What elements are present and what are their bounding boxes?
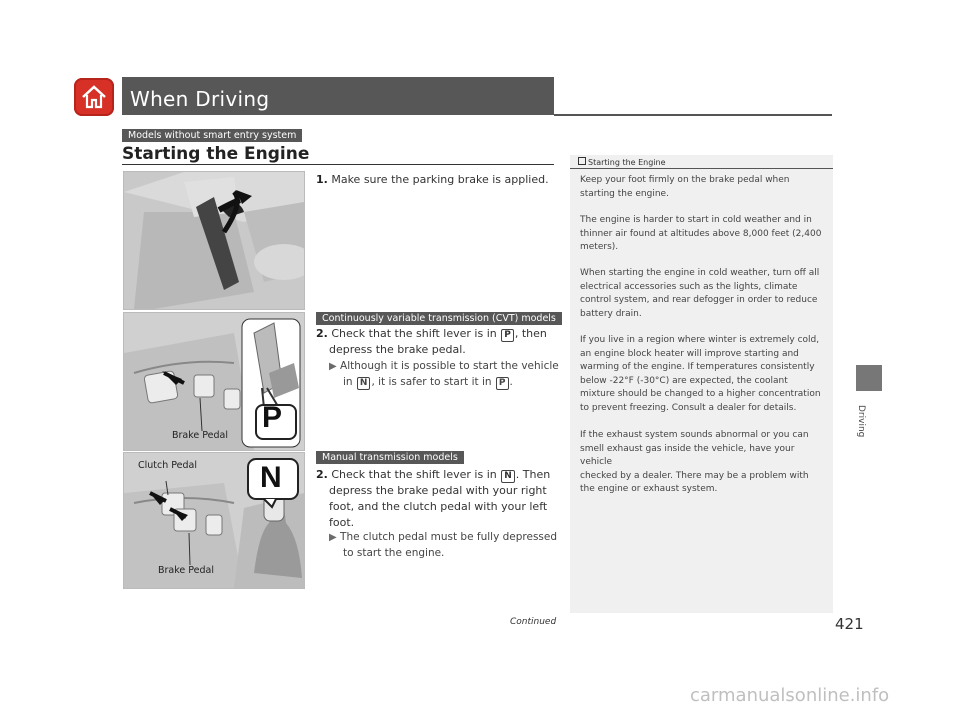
step-2-manual-text-a: Check that the shift lever is in [331, 468, 497, 481]
side-note-paragraph-1 [580, 174, 825, 201]
figure-letter-p: P [262, 401, 283, 434]
page-number: 421 [835, 615, 864, 633]
tag-models-without-smart-entry: Models without smart entry system [122, 129, 302, 142]
p3-line: control system, and rear defogger in order to reduce [580, 295, 818, 305]
p3-line: When starting the engine in cold weather, turn off all [580, 268, 820, 278]
step-2-cvt [316, 326, 547, 342]
p4-line: If you live in a region where winter is extremely cold, [580, 335, 820, 345]
p4-line: below -22°F (-30°C) are expected, the coolant [580, 375, 788, 386]
step-2-manual-number: 2. [316, 468, 328, 481]
side-note-title-text: Starting the Engine [588, 158, 666, 167]
step-2-manual-line-4: foot. [329, 516, 355, 529]
step-2-manual-note-text: The clutch pedal must be fully depressed [340, 531, 558, 543]
brake-pedal-label: Brake Pedal [158, 565, 214, 576]
key-n: N [357, 377, 371, 390]
side-note-paragraph-4 [580, 334, 825, 415]
p4-line: to prevent freezing. Consult a dealer for details. [580, 402, 797, 413]
section-divider [122, 164, 554, 165]
side-note-paragraph-5 [580, 429, 825, 497]
step-2-text-a: Check that the shift lever is in [331, 327, 497, 340]
p1-line: starting the engine. [580, 188, 669, 199]
side-note-paragraph-3 [580, 267, 825, 321]
watermark: carmanualsonline.info [690, 685, 890, 706]
step-2-manual-line-3: foot, and the clutch pedal with your left [329, 500, 548, 513]
chapter-tab[interactable] [856, 365, 882, 391]
header-divider [554, 114, 832, 116]
step-2-manual [316, 467, 550, 483]
p5-line: smell exhaust gas inside the vehicle, have your vehicle [580, 443, 795, 467]
step-2-number: 2. [316, 327, 328, 340]
p4-line: an engine block heater will improve starting and [580, 348, 799, 359]
step-2-line-2: depress the brake pedal. [329, 343, 466, 356]
key-p: P [496, 377, 509, 390]
p4-line: mixture should be changed to a higher concentration [580, 389, 821, 399]
p2-line: meters). [580, 242, 619, 252]
side-note-divider [570, 168, 833, 169]
brake-pedal-label: Brake Pedal [172, 430, 228, 441]
chapter-tab-label: Driving [856, 405, 866, 438]
clutch-pedal-label: Clutch Pedal [138, 460, 198, 471]
manual-figure [123, 452, 305, 589]
step-2-manual-note-line-1 [329, 530, 557, 545]
note-text-a: in [343, 376, 353, 388]
step-1-number: 1. [316, 173, 328, 186]
p5-line: If the exhaust system sounds abnormal or you can [580, 430, 809, 440]
p2-line: thinner air found at altitudes above 8,000 feet (2,400 [580, 228, 822, 239]
note-text-c: . [509, 376, 513, 388]
tag-manual: Manual transmission models [316, 451, 464, 464]
p2-line: The engine is harder to start in cold weather and in [580, 215, 812, 225]
p3-line: battery drain. [580, 308, 642, 319]
step-2-manual-note-line-2: to start the engine. [343, 547, 445, 559]
side-note-title [578, 157, 666, 167]
parking-brake-figure [123, 171, 305, 310]
reference-icon [578, 157, 586, 165]
section-title: Starting the Engine [122, 144, 310, 164]
home-icon[interactable] [74, 78, 114, 116]
step-2-manual-line-2: depress the brake pedal with your right [329, 484, 547, 497]
step-2-manual-text-b: . Then [515, 468, 551, 481]
p1-line: Keep your foot firmly on the brake pedal when [580, 175, 790, 185]
continued-label: Continued [510, 617, 557, 627]
p4-line: warming of the engine. If temperatures consistently [580, 362, 815, 372]
step-1-text: Make sure the parking brake is applied. [331, 173, 549, 186]
side-note-paragraph-2 [580, 214, 825, 255]
note-arrow-icon: ▶ [329, 532, 337, 543]
note-arrow-icon: ▶ [329, 361, 337, 372]
key-p: P [501, 329, 514, 342]
tag-cvt: Continuously variable transmission (CVT) models [316, 312, 562, 325]
page-title: When Driving [130, 87, 270, 111]
p3-line: electrical accessories such as the lights, climate [580, 281, 798, 292]
figure-letter-n: N [260, 461, 282, 494]
step-2-note-line-1 [329, 359, 559, 374]
step-1 [316, 172, 549, 188]
step-2-note-text: Although it is possible to start the vehicle [340, 360, 559, 372]
cvt-figure [123, 312, 305, 451]
p5-line: checked by a dealer. There may be a problem with [580, 470, 809, 481]
p5-line: the engine or exhaust system. [580, 484, 718, 494]
step-2-note-line-2 [343, 375, 513, 390]
step-2-text-b: , then [514, 327, 547, 340]
note-text-b: , it is safer to start it in [371, 376, 492, 388]
key-n: N [501, 470, 515, 483]
